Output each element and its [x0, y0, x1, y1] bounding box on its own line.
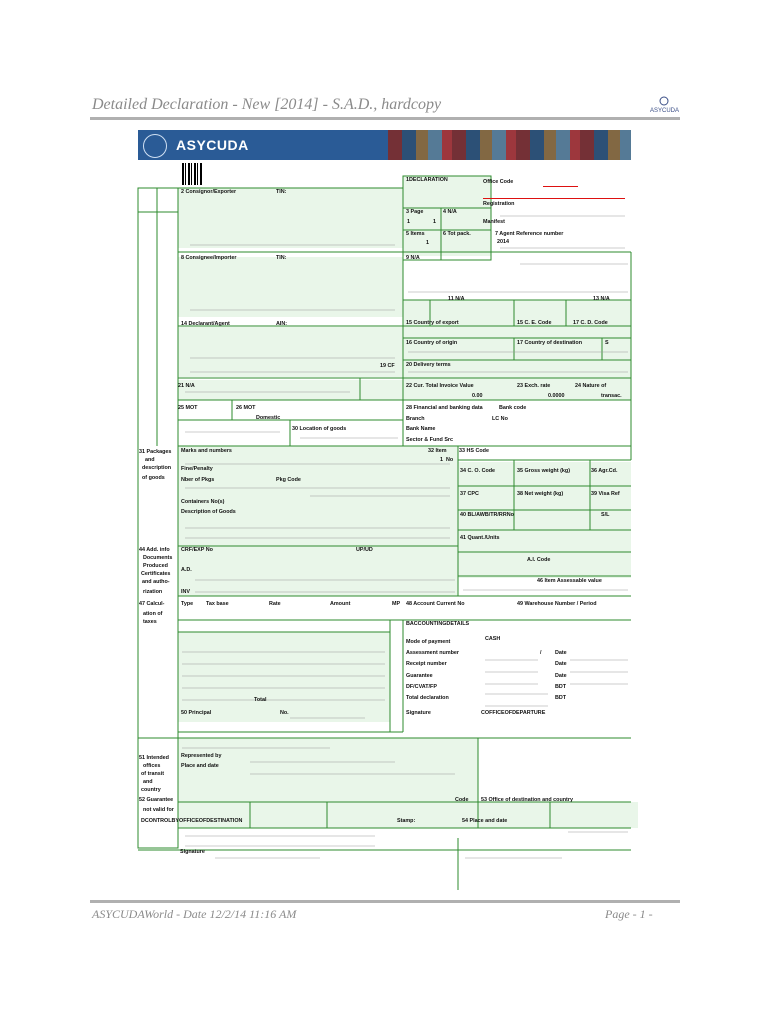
- bank-name-label: Bank Name: [406, 426, 436, 432]
- co-code-label: 34 C. O. Code: [460, 468, 496, 474]
- office-destination-label: 53 Office of destination and country: [481, 797, 573, 803]
- place-date54-label: 54 Place and date: [462, 818, 508, 824]
- add-info-label: 44 Add. info: [139, 547, 170, 553]
- office-departure-label: COFFICEOFDEPARTURE: [481, 710, 546, 716]
- delivery-terms-label: 20 Delivery terms: [406, 362, 451, 368]
- country-export-label: 15 Country of export: [406, 320, 459, 326]
- place-date-label: Place and date: [181, 763, 219, 769]
- consignee-tin-label: TIN:: [276, 255, 287, 261]
- mot26-label: 26 MOT: [236, 405, 256, 411]
- receipt-number-label: Receipt number: [406, 661, 447, 667]
- df-cvat-bdt-label: BDT: [555, 684, 567, 690]
- invoice-value: 0.00: [472, 393, 483, 399]
- assessment-number-label: Assessment number: [406, 650, 460, 656]
- quant-units-label: 41 Quant./Units: [460, 535, 500, 541]
- consignor-tin-label: TIN:: [276, 189, 287, 195]
- col-mp-label: MP: [392, 601, 401, 607]
- assessment-date-label: Date: [555, 650, 567, 656]
- exch-value: 0.0000: [548, 393, 565, 399]
- country-label: country: [141, 787, 161, 793]
- na21-label: 21 N/A: [178, 383, 195, 389]
- manifest-label: Manifest: [483, 219, 505, 225]
- warehouse-label: 49 Warehouse Number / Period: [517, 601, 597, 607]
- principal-label: 50 Principal: [181, 710, 212, 716]
- consignee-label: 8 Consignee/Importer: [181, 255, 237, 261]
- mot25-label: 25 MOT: [178, 405, 198, 411]
- banner-brand: ASYCUDA: [176, 137, 249, 153]
- na13-label: 13 N/A: [593, 296, 610, 302]
- country-origin-label: 16 Country of origin: [406, 340, 458, 346]
- hs-code-label: 33 HS Code: [459, 448, 489, 454]
- page-of-value: 1: [433, 219, 436, 225]
- bl-awb-label: 40 BL/AWB/TR/RRNo: [460, 512, 514, 518]
- assessment-slash: /: [540, 650, 542, 656]
- page-number: Page - 1 -: [605, 907, 653, 921]
- na11-label: 11 N/A: [448, 296, 465, 302]
- ad-label: A.D.: [181, 567, 192, 573]
- calculation-label: 47 Calcul-: [139, 601, 165, 607]
- office-code-label: Office Code: [483, 179, 514, 185]
- cf19-label: 19 CF: [380, 363, 395, 369]
- accounting-details-label: BACCOUNTINGDETAILS: [406, 621, 470, 627]
- tot-pack-label: 6 Tot pack.: [443, 231, 471, 237]
- financial-label: 28 Financial and banking data: [406, 405, 483, 411]
- signature-label: Signature: [406, 710, 431, 716]
- location-goods-label: 30 Location of goods: [292, 426, 347, 432]
- items-label: 5 Items: [406, 231, 425, 237]
- stamp-label: Stamp:: [397, 818, 416, 824]
- page-label: 3 Page: [406, 209, 424, 215]
- offices-label: offices: [143, 763, 161, 769]
- sector-fund-label: Sector & Fund Src: [406, 437, 454, 443]
- ation-of-label: ation of: [143, 611, 163, 617]
- ce-code-label: 15 C. E. Code: [517, 320, 552, 326]
- certificates-label: Certificates: [141, 571, 171, 577]
- col-amount-label: Amount: [330, 601, 351, 607]
- declarant-ain-label: AIN:: [276, 321, 288, 327]
- registration-label: Registration: [483, 201, 515, 207]
- declaration-label: 1DECLARATION: [406, 177, 448, 183]
- document-title: Detailed Declaration - New [2014] - S.A.D., hardcopy: [92, 96, 442, 113]
- country-destination-label: 17 Country of destination: [517, 340, 582, 346]
- na9-label: 9 N/A: [406, 255, 420, 261]
- marks-numbers-label: Marks and numbers: [181, 448, 232, 454]
- and2-label: and: [143, 779, 153, 785]
- code-label: Code: [455, 797, 469, 803]
- declarant-label: 14 Declarant/Agent: [181, 321, 230, 327]
- col-type-label: Type: [181, 601, 194, 607]
- and-label: and: [145, 457, 155, 463]
- registration-underline: [483, 198, 625, 199]
- inv-label: INV: [181, 589, 190, 595]
- agr-cd-label: 36 Agr.Cd.: [591, 468, 618, 474]
- of-goods-label: of goods: [142, 475, 165, 481]
- items-value: 1: [426, 240, 429, 246]
- ai-code-label: A.I. Code: [527, 557, 551, 563]
- mode-payment-label: Mode of payment: [406, 639, 451, 645]
- col-tax-base-label: Tax base: [206, 601, 229, 607]
- and-autho-label: and autho-: [142, 579, 170, 585]
- item32-label: 32 Item: [428, 448, 447, 454]
- item-no-value: 1: [440, 457, 443, 463]
- na4-label: 4 N/A: [443, 209, 457, 215]
- rization-label: rization: [143, 589, 163, 595]
- nature-of-label: 24 Nature of: [575, 383, 607, 389]
- containers-label: Containers No(s): [181, 499, 225, 505]
- documents-label: Documents: [143, 555, 173, 561]
- box-s-label: S: [605, 340, 609, 346]
- guarantee-date-label: Date: [555, 673, 567, 679]
- account-current-label: 48 Account Current No: [406, 601, 465, 607]
- taxes-label: taxes: [143, 619, 157, 625]
- description-label: description: [142, 465, 172, 471]
- item-no-label: No: [446, 457, 454, 463]
- mode-payment-value: CASH: [485, 636, 501, 642]
- net-weight-label: 38 Net weight (kg): [517, 491, 564, 497]
- pkg-code-label: Pkg Code: [276, 477, 301, 483]
- total-declaration-bdt-label: BDT: [555, 695, 567, 701]
- no-label: No.: [280, 710, 289, 716]
- control-destination-label: DCONTROLBYOFFICEOFDESTINATION: [141, 818, 243, 824]
- nber-pkgs-label: Nber of Pkgs: [181, 477, 215, 483]
- total-label: Total: [254, 697, 267, 703]
- footer-date: ASYCUDAWorld - Date 12/2/14 11:16 AM: [92, 907, 297, 921]
- signature2-label: Signature: [180, 849, 205, 855]
- df-cvat-label: DF/CVAT/FP: [406, 684, 437, 690]
- exch-rate-label: 23 Exch. rate: [517, 383, 551, 389]
- domestic-label: Domestic: [256, 415, 281, 421]
- transac-label: transac.: [601, 393, 622, 399]
- up-ud-label: UP/UD: [356, 547, 373, 553]
- receipt-date-label: Date: [555, 661, 567, 667]
- consignor-label: 2 Consignor/Exporter: [181, 189, 237, 195]
- bank-code-label: Bank code: [499, 405, 527, 411]
- packages-label: 31 Packages: [139, 449, 172, 455]
- gross-weight-label: 35 Gross weight (kg): [517, 468, 571, 474]
- cpc-label: 37 CPC: [460, 491, 479, 497]
- visa-ref-label: 39 Visa Ref: [591, 491, 620, 497]
- agent-ref-label: 7 Agent Reference number: [495, 231, 564, 237]
- guarantee-label: Guarantee: [406, 673, 433, 679]
- guarantee52-label: 52 Guarantee: [139, 797, 174, 803]
- crf-exp-label: CRF/EXP No: [181, 547, 213, 553]
- of-transit-label: of transit: [141, 771, 165, 777]
- item-assessable-label: 46 Item Assessable value: [537, 578, 602, 584]
- asycuda-logo-text: ASYCUDA: [650, 108, 680, 114]
- total-declaration-label: Total declaration: [406, 695, 449, 701]
- intended-offices-label: 51 Intended: [139, 755, 169, 761]
- sl-label: S/L: [601, 512, 610, 518]
- cd-code-label: 17 C. D. Code: [573, 320, 608, 326]
- branch-label: Branch: [406, 416, 425, 422]
- office-code-underline: [543, 186, 578, 187]
- footer-divider: [90, 900, 680, 903]
- produced-label: Produced: [143, 563, 168, 569]
- lc-no-label: LC No: [492, 416, 508, 422]
- not-valid-for-label: not valid for: [143, 807, 174, 813]
- cur-invoice-label: 22 Cur. Total Invoice Value: [406, 383, 474, 389]
- col-rate-label: Rate: [269, 601, 281, 607]
- represented-by-label: Represented by: [181, 753, 222, 759]
- description-goods-label: Description of Goods: [181, 509, 236, 515]
- page-value: 1: [407, 219, 410, 225]
- agent-ref-value: 2014: [497, 239, 509, 245]
- fine-penalty-label: Fine/Penalty: [181, 466, 213, 472]
